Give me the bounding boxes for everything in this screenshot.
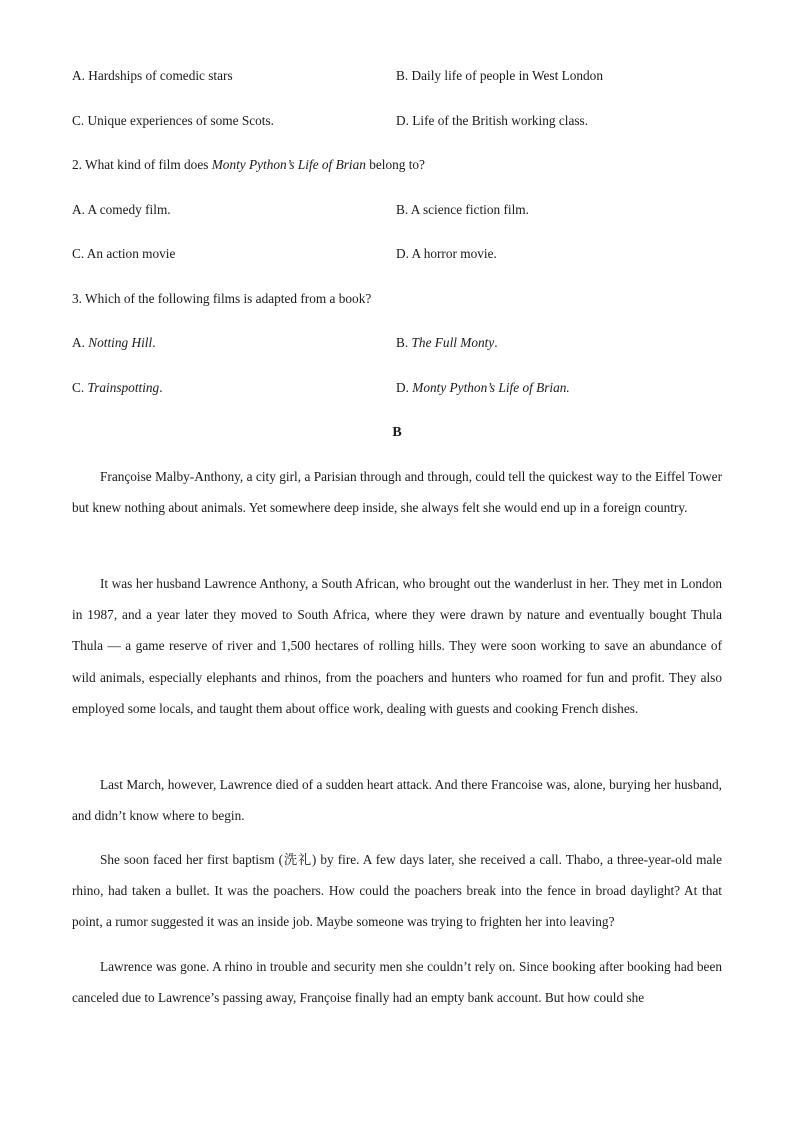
q3-option-row-1 xyxy=(72,333,724,353)
q2-stem-suffix: belong to? xyxy=(365,157,425,172)
q3-option-row-2 xyxy=(72,378,724,398)
q1-option-b: B. Daily life of people in West London xyxy=(396,68,603,83)
q1-option-c: C. Unique experiences of some Scots. xyxy=(72,113,274,128)
q3-option-c-letter: C. xyxy=(72,380,88,395)
q2-stem-title: Monty Python’s Life of Brian xyxy=(211,157,366,172)
q3-option-b-letter: B. xyxy=(396,335,412,350)
q3-option-d-letter: D. xyxy=(396,380,413,395)
q2-option-row-1 xyxy=(72,200,724,220)
passage-paragraph-4: She soon faced her first baptism (洗礼) by fire. A few days later, she received a call. Thabo, a three-year-old male rhino, had taken a bullet. It was the poachers. How could the poachers break into the fence in broad daylight? At that point, a rumor suggested it was an inside job. Maybe someone was trying to frighten her into leaving? xyxy=(72,852,722,930)
q1-option-d: D. Life of the British working class. xyxy=(396,113,589,128)
q3-option-d xyxy=(396,378,570,398)
q3-option-c-title: Trainspotting xyxy=(87,380,160,395)
passage-paragraph-2: It was her husband Lawrence Anthony, a South African, who brought out the wanderlust in her. They met in London in 1987, and a year later they moved to South Africa, where they were drawn by nature and eventually bought Thula Thula — a game reserve of river and 1,500 hectares of rolling hills. They were soon working to save an abundance of wild animals, especially elephants and rhinos, from the poachers and hunters who roamed for fun and profit. They also employed some locals, and taught them about office work, dealing with guests and cooking French dishes. xyxy=(72,576,722,716)
q3-option-c xyxy=(72,378,163,398)
q3-option-b xyxy=(396,333,498,353)
q2-option-b: B. A science fiction film. xyxy=(396,202,529,217)
q2-stem-prefix: 2. What kind of film does xyxy=(72,157,212,172)
q3-option-d-title: Monty Python’s Life of Brian. xyxy=(412,380,570,395)
q2-option-c: C. An action movie xyxy=(72,246,176,261)
passage-paragraph-1: Françoise Malby-Anthony, a city girl, a Parisian through and through, could tell the quickest way to the Eiffel Tower but knew nothing about animals. Yet somewhere deep inside, she always felt she would end up in a foreign country. xyxy=(72,469,722,516)
q3-option-b-suffix: . xyxy=(494,335,498,350)
q3-option-a-suffix: . xyxy=(152,335,156,350)
q1-option-row-2 xyxy=(72,111,724,131)
q3-option-a-title: Notting Hill xyxy=(88,335,153,350)
q3-option-a xyxy=(72,333,156,353)
passage-paragraph-3: Last March, however, Lawrence died of a sudden heart attack. And there Francoise was, alone, burying her husband, and didn’t know where to begin. xyxy=(72,777,722,824)
q1-option-row-1 xyxy=(72,66,724,86)
q1-option-a: A. Hardships of comedic stars xyxy=(72,68,233,83)
section-title: B xyxy=(392,425,402,440)
q3-option-b-title: The Full Monty xyxy=(411,335,495,350)
q2-option-d: D. A horror movie. xyxy=(396,246,497,261)
q2-stem xyxy=(72,155,724,175)
q3-option-c-suffix: . xyxy=(159,380,163,395)
q3-stem: 3. Which of the following films is adapted from a book? xyxy=(72,291,372,306)
passage-paragraph-5: Lawrence was gone. A rhino in trouble and security men she couldn’t rely on. Since booking after booking had been canceled due to Lawrence’s passing away, Françoise finally had an empty bank account. But how could she xyxy=(72,959,722,1006)
q2-option-a: A. A comedy film. xyxy=(72,202,171,217)
q2-option-row-2 xyxy=(72,244,724,264)
q3-option-a-letter: A. xyxy=(72,335,89,350)
